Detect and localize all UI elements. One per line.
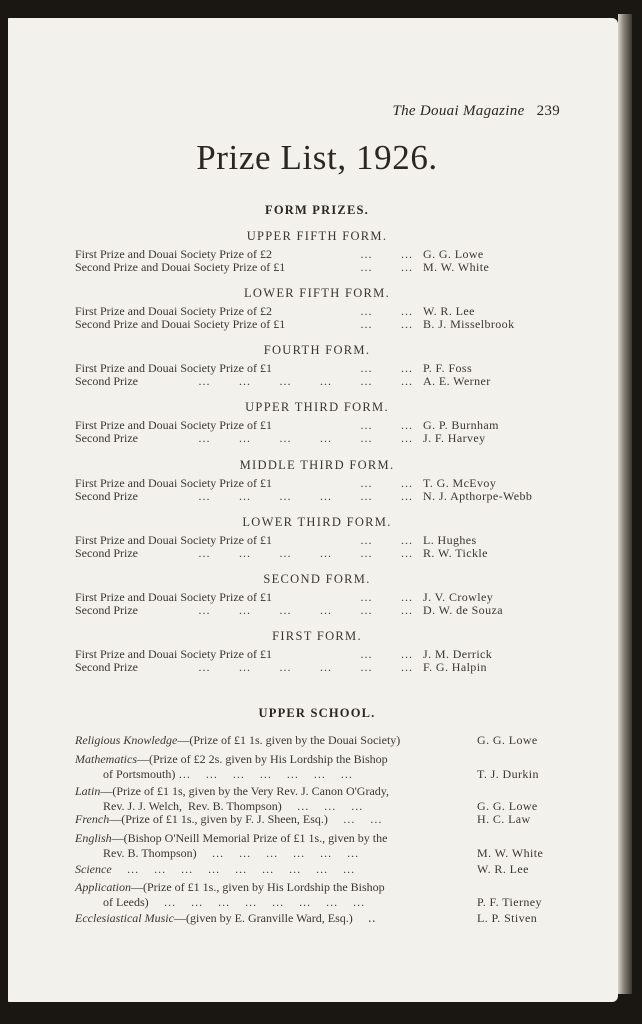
form-heading: UPPER FIFTH FORM. [246,229,388,243]
subject-name: Religious Knowledge [75,733,178,747]
leader-dots: … … [360,260,413,274]
prize-row [75,304,565,318]
form-heading: UPPER THIRD FORM. [245,400,389,414]
form-heading: FOURTH FORM. [263,343,371,357]
prize-label: Second Prize [75,431,138,445]
prize-description [75,784,467,814]
prize-row [75,247,565,261]
prize-detail: —(Prize of £1 1s, given by the Very Rev. J. Canon O'Grady, [100,784,390,798]
leader-dots: … … [360,317,413,331]
form-heading: FIRST FORM. [272,629,362,643]
prize-description [75,880,467,910]
subject-name: Ecclesiastical Music [75,911,174,925]
leader-dots: … … [360,304,413,318]
running-head [0,103,560,120]
leader-dots: … … [360,647,413,661]
winner-name: L. Hughes [423,533,477,547]
winner-name: P. F. Foss [423,361,473,375]
description-line [75,880,467,895]
winner-name: H. C. Law [477,812,531,826]
subject-name: French [75,812,110,826]
prize-row [75,603,565,617]
leader-dots: … … [360,247,413,261]
prize-detail: —(Bishop O'Neill Memorial Prize of £1 1s., given by the [111,831,388,845]
prize-label: Second Prize and Douai Society Prize of £1 [75,317,286,331]
form-heading: MIDDLE THIRD FORM. [239,458,395,472]
prize-label: First Prize and Douai Society Prize of £1 [75,418,272,432]
subject-name: Latin [75,784,101,798]
prize-row [75,374,565,388]
prize-description [75,812,467,827]
prize-detail: —(Prize of £1 1s., given by F. J. Sheen, Esq.) … … [109,812,382,826]
leader-dots: … … … … … … [198,431,413,445]
prize-detail: —(given by E. Granville Ward, Esq.) ‥ [173,911,376,925]
winner-name: G. G. Lowe [477,733,538,747]
winner-name: G. G. Lowe [423,247,484,261]
subject-name: Science [75,862,112,876]
winner-name: M. W. White [423,260,490,274]
winner-name: J. M. Derrick [423,647,493,661]
leader-dots: … … … … … … [198,546,413,560]
description-continuation: of Portsmouth) … … … … … … … [103,767,353,781]
description-line [75,862,467,877]
winner-name: J. F. Harvey [423,431,486,445]
winner-name: W. R. Lee [477,862,529,876]
description-line [75,911,467,926]
winner-name: D. W. de Souza [423,603,503,617]
leader-dots: … … … … … … [198,374,413,388]
form-prizes-heading: FORM PRIZES. [265,203,369,217]
description-continuation: Rev. B. Thompson) … … … … … … [103,846,359,860]
winner-name: A. E. Werner [423,374,491,388]
prize-detail: … … … … … … … … … [111,862,355,876]
winner-name: L. P. Stiven [477,911,538,925]
prize-detail: —(Prize of £1 1s., given by His Lordship the Bishop [131,880,385,894]
form-heading: LOWER FIFTH FORM. [243,286,391,300]
leader-dots: … … [360,476,413,490]
winner-name: J. V. Crowley [423,590,494,604]
winner-name: T. J. Durkin [477,767,539,781]
magazine-name: The Douai Magazine [392,103,525,119]
prize-label: First Prize and Douai Society Prize of £2 [75,247,272,261]
winner-name: M. W. White [477,846,544,860]
description-line [75,784,467,799]
prize-label: Second Prize [75,660,138,674]
leader-dots: … … … … … … [198,489,413,503]
prize-description [75,752,467,782]
prize-label: Second Prize [75,489,138,503]
winner-name: P. F. Tierney [477,895,542,909]
subject-name: Application [75,880,131,894]
description-continuation: of Leeds) … … … … … … … … [103,895,365,909]
description-line [75,733,467,748]
leader-dots: … … … … … … [198,660,413,674]
prize-row [75,418,565,432]
prize-row [75,647,565,661]
prize-row [75,590,565,604]
prize-row [75,546,565,560]
winner-name: R. W. Tickle [423,546,488,560]
prize-detail: —(Prize of £1 1s. given by the Douai Society) [177,733,401,747]
winner-name: F. G. Halpin [423,660,487,674]
prize-row [75,317,565,331]
prize-label: First Prize and Douai Society Prize of £1 [75,647,272,661]
prize-label: Second Prize [75,374,138,388]
prize-row [75,476,565,490]
prize-description [75,862,467,877]
prize-description [75,733,467,748]
page-title: Prize List, 1926. [196,138,438,177]
prize-label: Second Prize [75,603,138,617]
winner-name: G. P. Burnham [423,418,499,432]
prize-label: First Prize and Douai Society Prize of £1 [75,533,272,547]
prize-label: Second Prize [75,546,138,560]
prize-row [75,533,565,547]
prize-label: First Prize and Douai Society Prize of £1 [75,361,272,375]
leader-dots: … … [360,533,413,547]
upper-school-heading: UPPER SCHOOL. [258,706,376,720]
leader-dots: … … [360,590,413,604]
form-heading: LOWER THIRD FORM. [242,515,392,529]
prize-description [75,911,467,926]
form-heading: SECOND FORM. [263,572,371,586]
prize-row [75,489,565,503]
prize-label: First Prize and Douai Society Prize of £2 [75,304,272,318]
winner-name: G. G. Lowe [477,799,538,813]
winner-name: T. G. McEvoy [423,476,497,490]
prize-row [75,431,565,445]
page-number: 239 [536,103,560,119]
description-line [75,831,467,846]
prize-description [75,831,467,861]
leader-dots: … … [360,361,413,375]
subject-name: English [75,831,112,845]
prize-detail: —(Prize of £2 2s. given by His Lordship the Bishop [137,752,388,766]
prize-label: First Prize and Douai Society Prize of £1 [75,590,272,604]
subject-name: Mathematics [75,752,137,766]
leader-dots: … … … … … … [198,603,413,617]
prize-row [75,361,565,375]
prize-label: First Prize and Douai Society Prize of £1 [75,476,272,490]
prize-label: Second Prize and Douai Society Prize of £1 [75,260,286,274]
winner-name: N. J. Apthorpe-Webb [423,489,533,503]
winner-name: W. R. Lee [423,304,475,318]
prize-row [75,660,565,674]
prize-row [75,260,565,274]
description-continuation: Rev. J. J. Welch, Rev. B. Thompson) … … … [103,799,363,813]
winner-name: B. J. Misselbrook [423,317,515,331]
description-line [75,812,467,827]
leader-dots: … … [360,418,413,432]
description-line [75,752,467,767]
